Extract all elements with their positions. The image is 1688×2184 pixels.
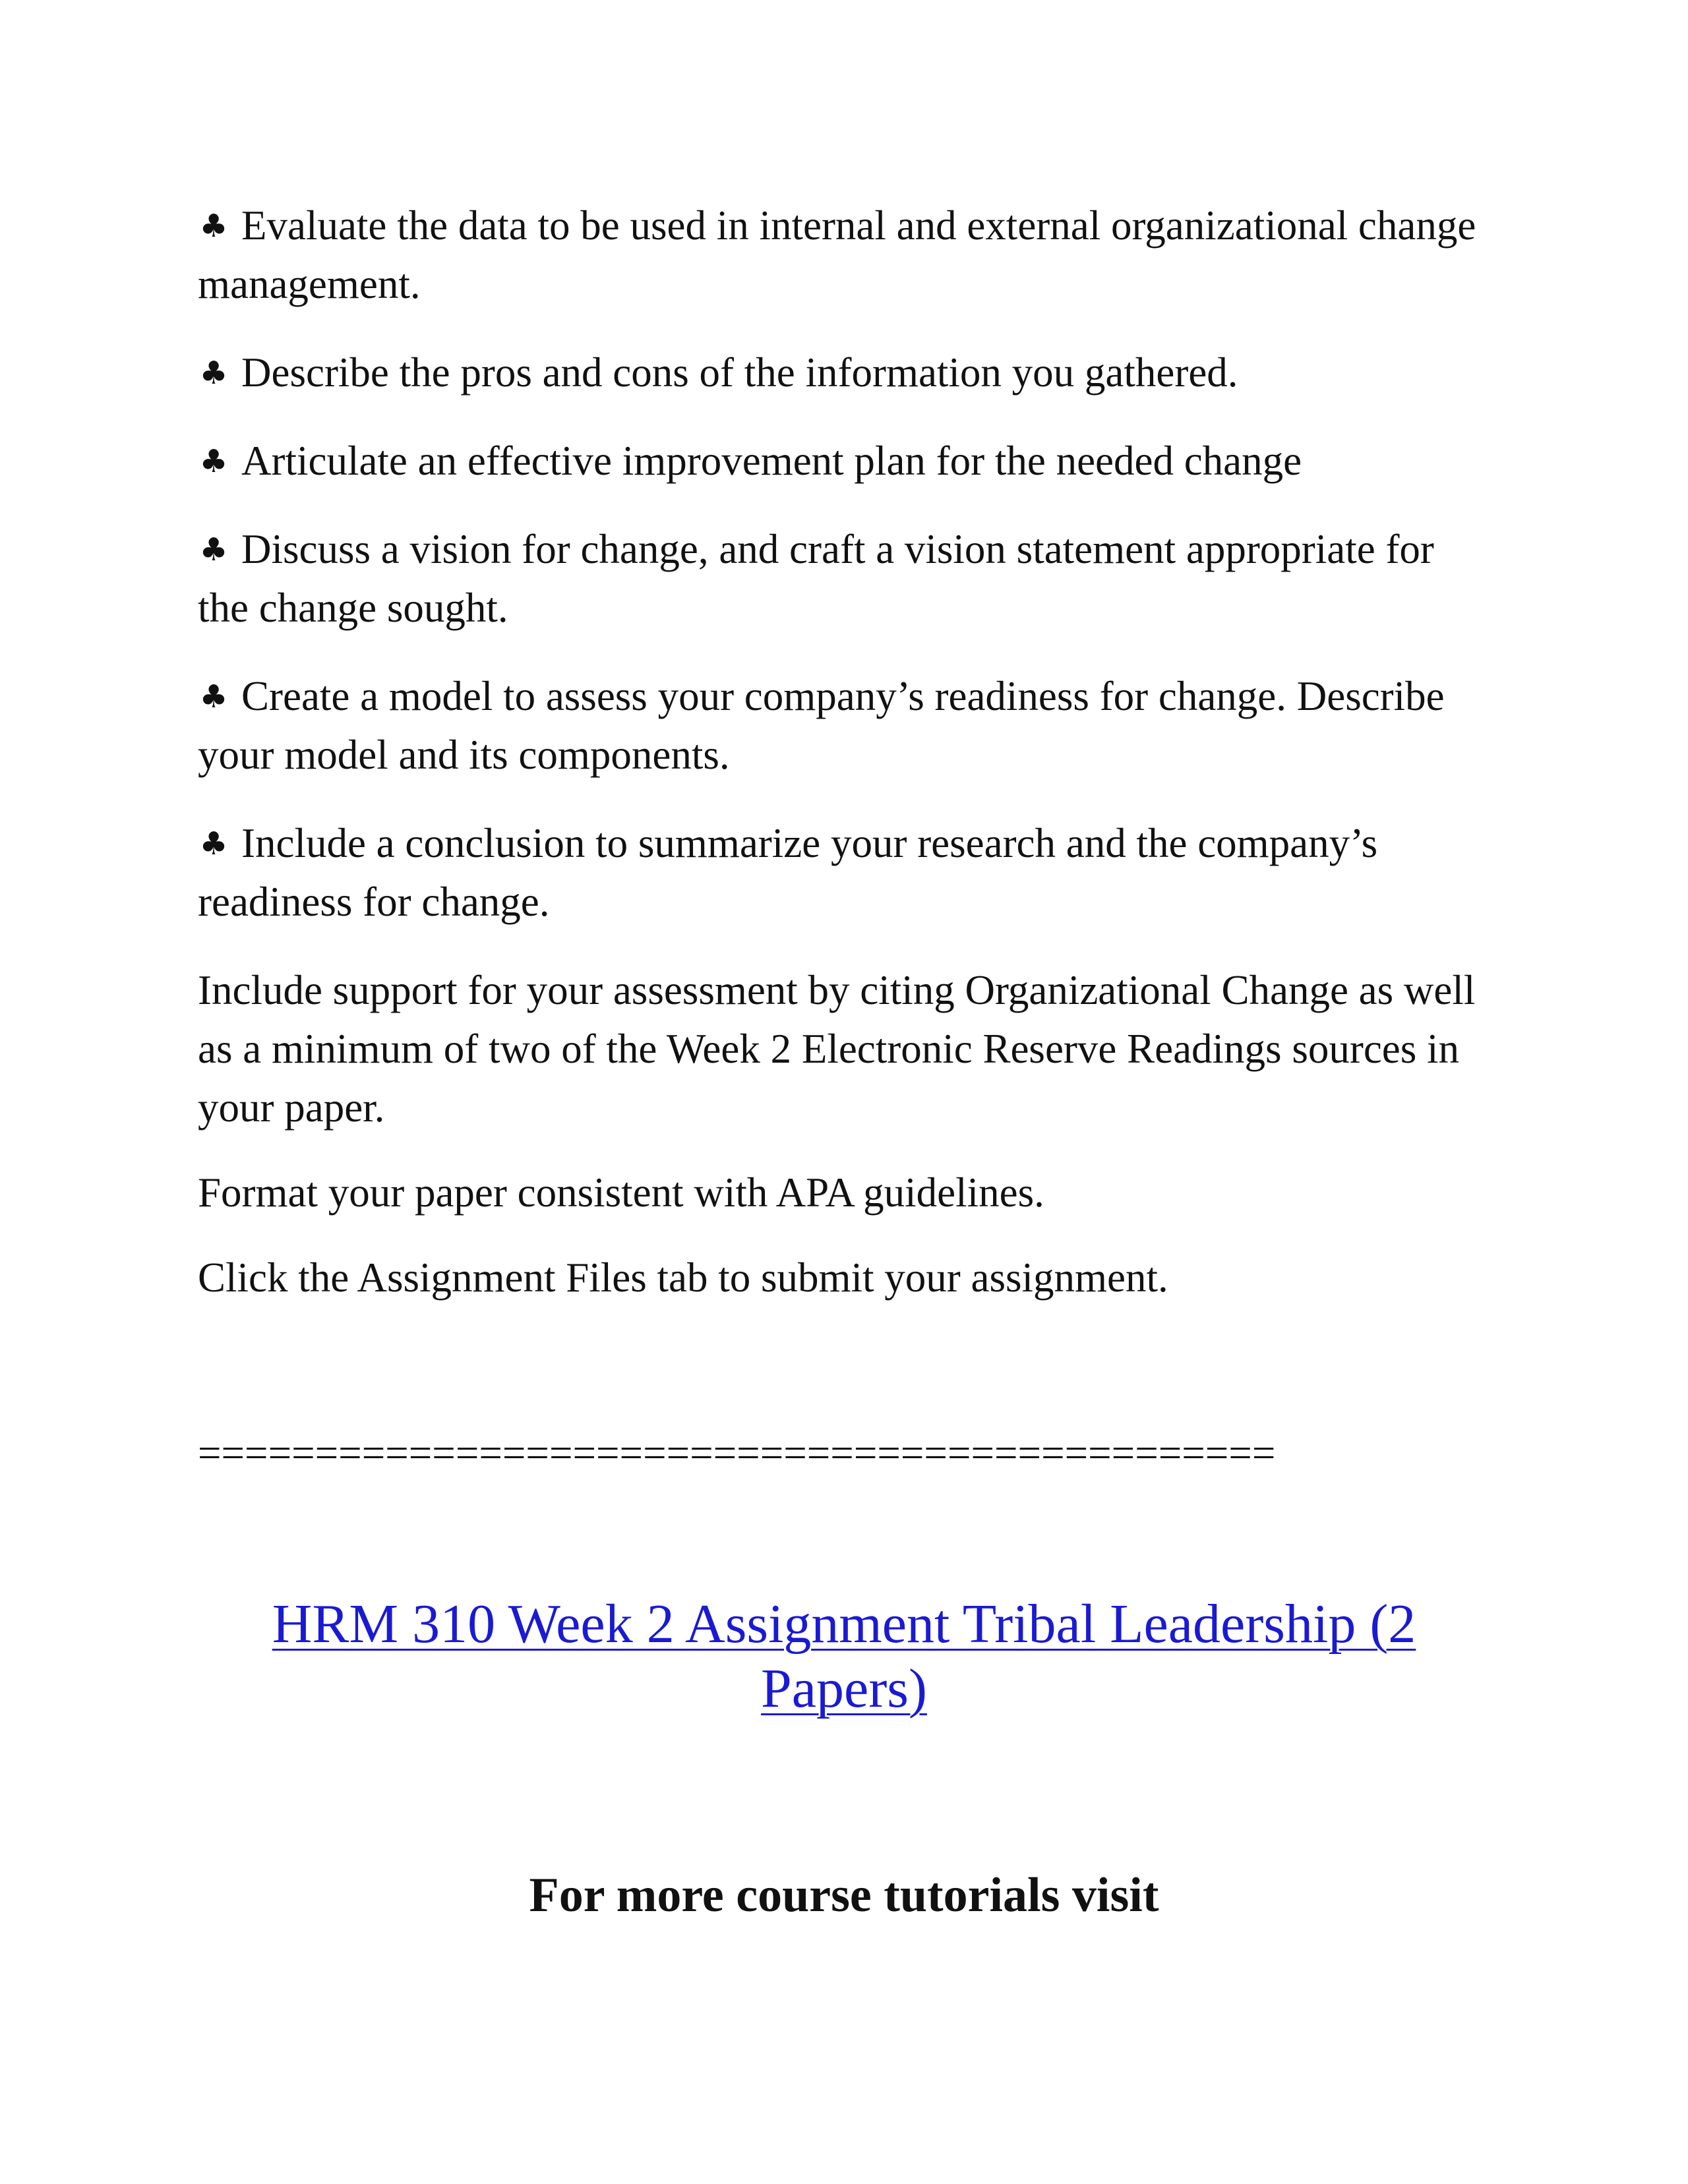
club-bullet-icon: ♣ xyxy=(199,678,228,715)
assignment-instructions xyxy=(198,196,1490,1334)
bullet-item xyxy=(198,520,1490,637)
bullet-text: Discuss a vision for change, and craft a vision statement appropriate for the change sought. xyxy=(198,526,1434,631)
bullet-item xyxy=(198,343,1490,402)
bullet-text: Describe the pros and cons of the information you gathered. xyxy=(241,349,1238,396)
course-link-block xyxy=(198,1592,1490,1721)
bullet-text: Evaluate the data to be used in internal and external organizational change management. xyxy=(198,202,1476,307)
separator-line: ============================================== xyxy=(198,1430,1276,1476)
club-bullet-icon: ♣ xyxy=(199,825,228,862)
bullet-text: Create a model to assess your company’s readiness for change. Describe your model and its components. xyxy=(198,673,1445,778)
course-link[interactable]: HRM 310 Week 2 Assignment Tribal Leadership (2 Papers) xyxy=(272,1593,1416,1719)
submit-paragraph: Click the Assignment Files tab to submit your assignment. xyxy=(198,1254,1168,1301)
tutorials-footer: For more course tutorials visit xyxy=(529,1868,1159,1922)
club-bullet-icon: ♣ xyxy=(199,355,228,392)
format-paragraph: Format your paper consistent with APA guidelines. xyxy=(198,1169,1044,1216)
bullet-item xyxy=(198,432,1490,490)
bullet-item xyxy=(198,814,1490,931)
support-paragraph: Include support for your assessment by citing Organizational Change as well as a minimum of two of the Week 2 Electronic Reserve Readings sources in your paper. xyxy=(198,967,1476,1131)
club-bullet-icon: ♣ xyxy=(199,443,228,480)
club-bullet-icon: ♣ xyxy=(199,208,228,245)
bullet-item xyxy=(198,667,1490,784)
bullet-text: Articulate an effective improvement plan for the needed change xyxy=(241,438,1302,484)
club-bullet-icon: ♣ xyxy=(199,531,228,568)
bullet-text: Include a conclusion to summarize your research and the company’s readiness for change. xyxy=(198,820,1378,925)
bullet-item xyxy=(198,196,1490,314)
